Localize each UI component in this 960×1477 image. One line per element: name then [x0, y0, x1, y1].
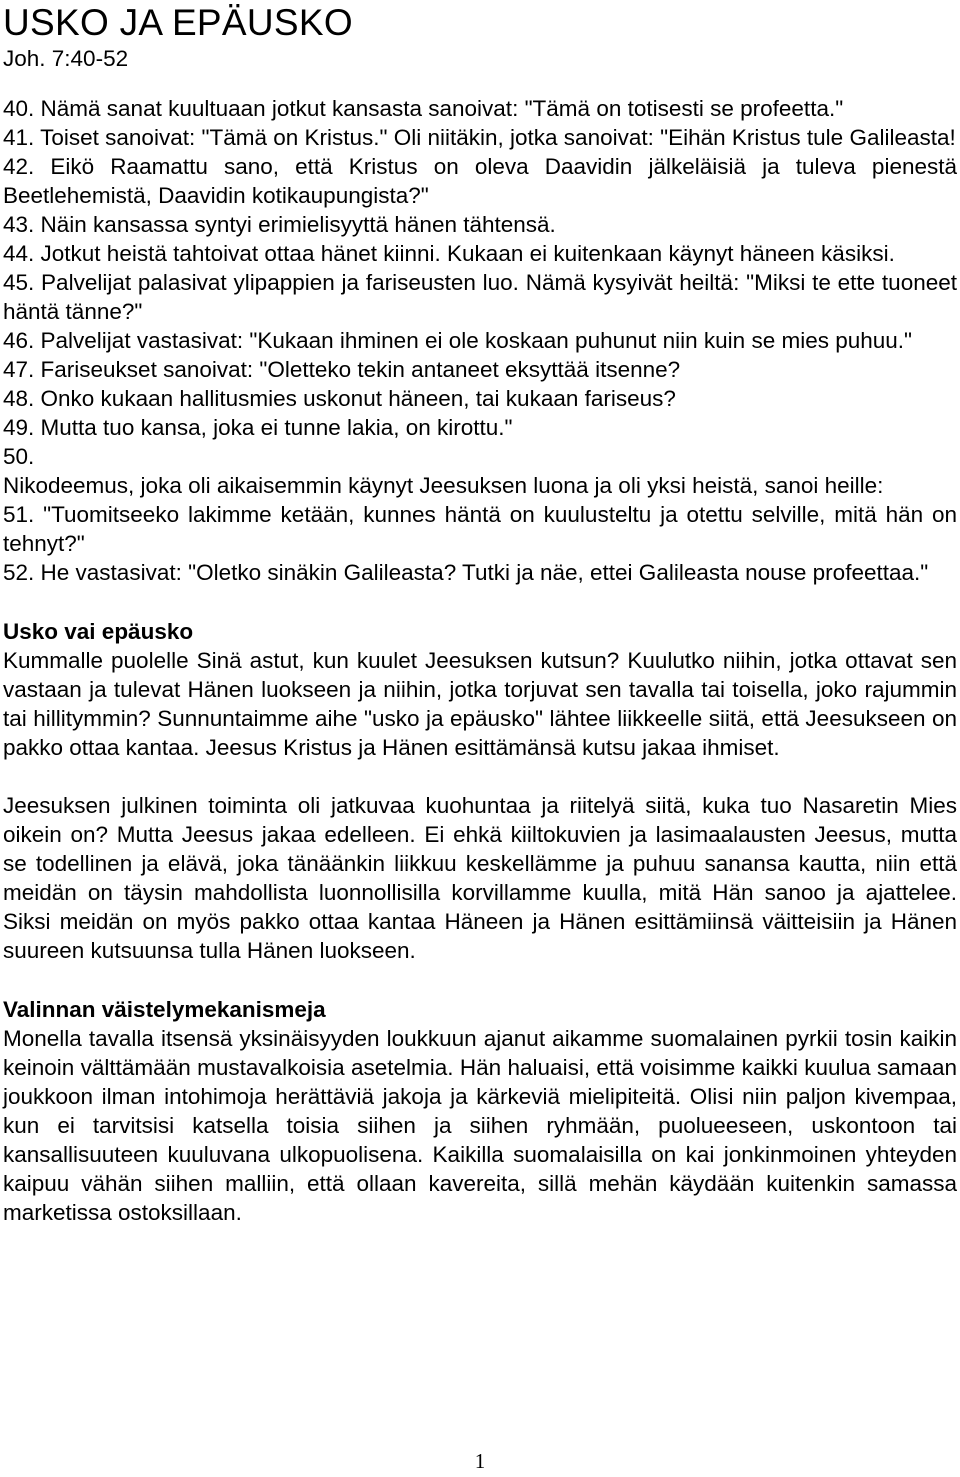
verse-42: 42. Eikö Raamattu sano, että Kristus on oleva Daavidin jälkeläisiä ja tuleva pienestä Beetlehemistä, Daavidin kotikaupungista?" [3, 154, 957, 208]
body-paragraph: Monella tavalla itsensä yksinäisyyden loukkuun ajanut aikamme suomalainen pyrkii tosin kaikin keinoin välttämään mustavalkoisia asetelmia. Hän haluaisi, että voisimme kaikki kuulua samaan joukkoon ilman intohimoja herättäviä jakoja ja kärkeviä mielipiteitä. Olisi niin paljon kivempaa, kun ei tarvitsisi katsella toisia siihen ja siihen ryhmään, puolueeseen, uskontoon tai kansallisuuteen kuuluvana ulkopuolisena. Kaikilla suomalaisilla on kai jonkinmoinen yhteyden kaipuu vähän siihen malliin, että ollaan kavereita, sillä mehän käydään kuitenkin samassa marketissa ostoksillaan. [3, 1026, 957, 1225]
scripture-reference: Joh. 7:40-52 [3, 46, 129, 71]
document-page [3, 0, 957, 1227]
verse-45: 45. Palvelijat palasivat ylipappien ja fariseusten luo. Nämä kysyivät heiltä: "Miksi te ette tuoneet häntä tänne?" [3, 270, 957, 324]
verse-50-text: Nikodeemus, joka oli aikaisemmin käynyt Jeesuksen luona ja oli yksi heistä, sanoi heille: [3, 473, 884, 498]
verse-50-number: 50. [3, 444, 35, 469]
section-usko-vai-epausko [3, 617, 957, 965]
section-heading: Usko vai epäusko [3, 619, 194, 644]
verse-48: 48. Onko kukaan hallitusmies uskonut häneen, tai kukaan fariseus? [3, 386, 676, 411]
verse-47: 47. Fariseukset sanoivat: "Oletteko tekin antaneet eksyttää itsenne? [3, 357, 681, 382]
body-paragraph: Jeesuksen julkinen toiminta oli jatkuvaa kuohuntaa ja riitelyä siitä, kuka tuo Nasaretin Mies oikein on? Mutta Jeesus jakaa edelleen. Ei ehkä kiiltokuvien ja lasimaalausten Jeesus, mutta se todellinen ja elävä, joka tänäänkin liikkuu keskellämme ja puhuu sanansa kautta, niin että meidän on täysin mahdollista luonnollisilla korvillamme kuulla, mitä Hän sanoo ja ajattelee. Siksi meidän on myös pakko ottaa kantaa Häneen ja Hänen esittämiinsä väitteisiin ja Hänen suureen kutsuunsa tulla Hänen luokseen. [3, 793, 957, 963]
verse-52: 52. He vastasivat: "Oletko sinäkin Galileasta? Tutki ja näe, ettei Galileasta nouse profeettaa." [3, 560, 929, 585]
verse-49: 49. Mutta tuo kansa, joka ei tunne lakia, on kirottu." [3, 415, 513, 440]
body-paragraph: Kummalle puolelle Sinä astut, kun kuulet Jeesuksen kutsun? Kuulutko niihin, jotka ottavat sen vastaan ja tulevat Hänen luokseen ja niihin, jotka torjuvat sen tavalla tai toisella, joko rajummin tai hillitymmin? Sunnuntaimme aihe "usko ja epäusko" lähtee liikkeelle siitä, että Jeesukseen on pakko ottaa kantaa. Jeesus Kristus ja Hänen esittämänsä kutsu jakaa ihmiset. [3, 648, 957, 760]
document-title: USKO JA EPÄUSKO [3, 2, 353, 43]
section-heading: Valinnan väistelymekanismeja [3, 997, 326, 1022]
page-number: 1 [474, 1449, 486, 1473]
verse-41: 41. Toiset sanoivat: "Tämä on Kristus." Oli niitäkin, jotka sanoivat: "Eihän Kristus tule Galileasta! [3, 125, 956, 150]
verse-43: 43. Näin kansassa syntyi erimielisyyttä hänen tähtensä. [3, 212, 556, 237]
verse-51: 51. "Tuomitseeko lakimme ketään, kunnes häntä on kuulusteltu ja otettu selville, mitä hän on tehnyt?" [3, 502, 957, 556]
scripture-passage [3, 94, 957, 587]
verse-44: 44. Jotkut heistä tahtoivat ottaa hänet kiinni. Kukaan ei kuitenkaan käynyt häneen käsiksi. [3, 241, 895, 266]
verse-40: 40. Nämä sanat kuultuaan jotkut kansasta sanoivat: "Tämä on totisesti se profeetta." [3, 96, 844, 121]
verse-46: 46. Palvelijat vastasivat: "Kukaan ihminen ei ole koskaan puhunut niin kuin se mies puhuu." [3, 328, 913, 353]
section-valinnan-vaistelymekanismeja [3, 995, 957, 1227]
